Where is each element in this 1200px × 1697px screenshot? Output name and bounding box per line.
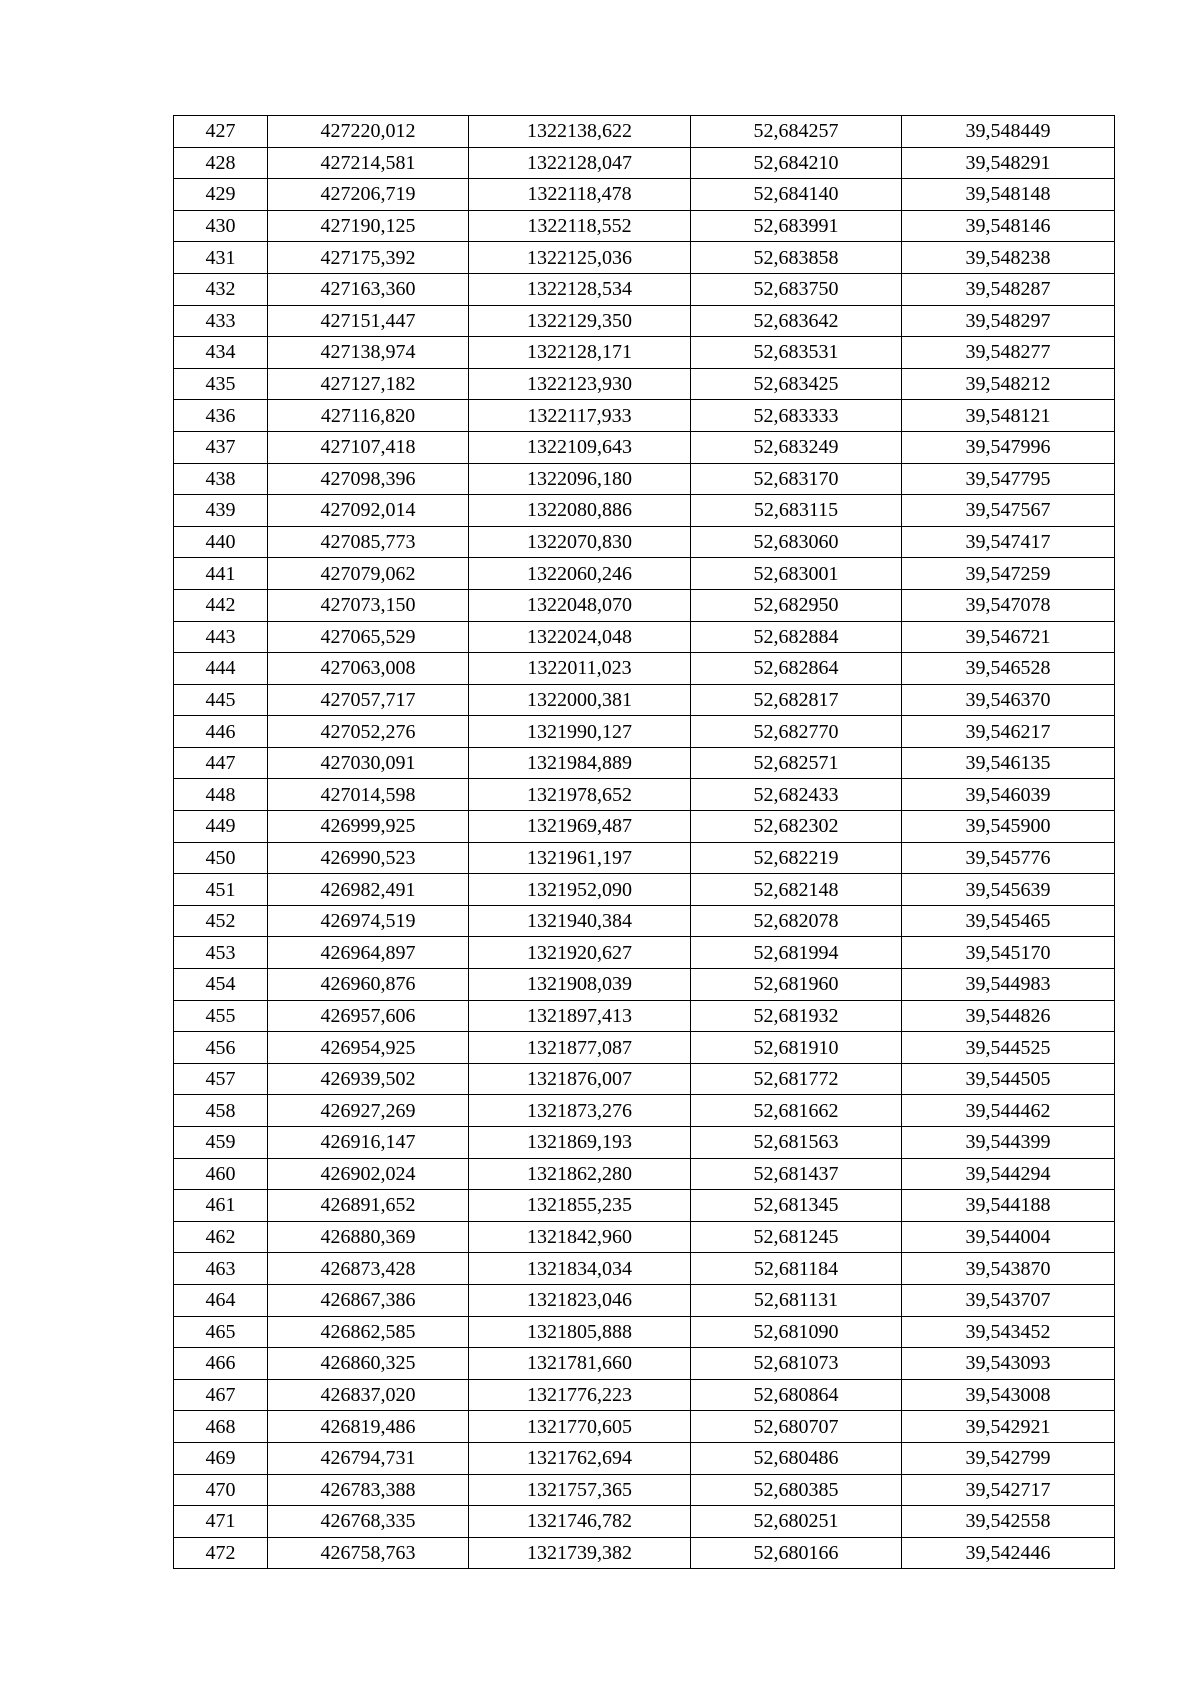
y-coordinate-cell: 1321877,087 [469,1032,691,1064]
point-number-cell: 427 [174,116,268,148]
y-coordinate-cell: 1322118,552 [469,210,691,242]
table-row [174,653,1115,685]
latitude-cell: 52,682571 [691,747,902,779]
longitude-cell: 39,546135 [902,747,1115,779]
point-number-cell: 431 [174,242,268,274]
latitude-cell: 52,681772 [691,1063,902,1095]
latitude-cell: 52,682433 [691,779,902,811]
latitude-cell: 52,682148 [691,874,902,906]
y-coordinate-cell: 1321746,782 [469,1506,691,1538]
latitude-cell: 52,683170 [691,463,902,495]
latitude-cell: 52,683642 [691,305,902,337]
point-number-cell: 469 [174,1442,268,1474]
latitude-cell: 52,684257 [691,116,902,148]
point-number-cell: 458 [174,1095,268,1127]
latitude-cell: 52,684140 [691,179,902,211]
y-coordinate-cell: 1321842,960 [469,1221,691,1253]
longitude-cell: 39,545465 [902,905,1115,937]
table-row [174,589,1115,621]
y-coordinate-cell: 1322000,381 [469,684,691,716]
y-coordinate-cell: 1321990,127 [469,716,691,748]
table-row [174,1379,1115,1411]
point-number-cell: 450 [174,842,268,874]
table-row [174,558,1115,590]
point-number-cell: 452 [174,905,268,937]
y-coordinate-cell: 1322024,048 [469,621,691,653]
x-coordinate-cell: 426982,491 [268,874,469,906]
longitude-cell: 39,546039 [902,779,1115,811]
longitude-cell: 39,547417 [902,526,1115,558]
x-coordinate-cell: 426974,519 [268,905,469,937]
longitude-cell: 39,548212 [902,368,1115,400]
table-row [174,400,1115,432]
y-coordinate-cell: 1322060,246 [469,558,691,590]
latitude-cell: 52,684210 [691,147,902,179]
x-coordinate-cell: 427163,360 [268,273,469,305]
table-row [174,621,1115,653]
y-coordinate-cell: 1321969,487 [469,811,691,843]
y-coordinate-cell: 1321781,660 [469,1348,691,1380]
point-number-cell: 443 [174,621,268,653]
longitude-cell: 39,544983 [902,969,1115,1001]
x-coordinate-cell: 426954,925 [268,1032,469,1064]
table-row [174,779,1115,811]
longitude-cell: 39,544004 [902,1221,1115,1253]
table-row [174,147,1115,179]
longitude-cell: 39,548146 [902,210,1115,242]
longitude-cell: 39,547996 [902,431,1115,463]
x-coordinate-cell: 427151,447 [268,305,469,337]
point-number-cell: 446 [174,716,268,748]
longitude-cell: 39,548277 [902,337,1115,369]
table-row [174,368,1115,400]
x-coordinate-cell: 427214,581 [268,147,469,179]
longitude-cell: 39,544525 [902,1032,1115,1064]
latitude-cell: 52,682950 [691,589,902,621]
point-number-cell: 455 [174,1000,268,1032]
point-number-cell: 445 [174,684,268,716]
y-coordinate-cell: 1322080,886 [469,495,691,527]
latitude-cell: 52,682884 [691,621,902,653]
y-coordinate-cell: 1322138,622 [469,116,691,148]
x-coordinate-cell: 426819,486 [268,1411,469,1443]
latitude-cell: 52,681090 [691,1316,902,1348]
point-number-cell: 465 [174,1316,268,1348]
x-coordinate-cell: 427030,091 [268,747,469,779]
point-number-cell: 434 [174,337,268,369]
table-row [174,1095,1115,1127]
longitude-cell: 39,547795 [902,463,1115,495]
latitude-cell: 52,683001 [691,558,902,590]
x-coordinate-cell: 426758,763 [268,1537,469,1569]
x-coordinate-cell: 427206,719 [268,179,469,211]
y-coordinate-cell: 1321908,039 [469,969,691,1001]
x-coordinate-cell: 426860,325 [268,1348,469,1380]
latitude-cell: 52,681345 [691,1190,902,1222]
table-row [174,842,1115,874]
x-coordinate-cell: 426957,606 [268,1000,469,1032]
longitude-cell: 39,548297 [902,305,1115,337]
coordinate-table-body [174,116,1115,1569]
y-coordinate-cell: 1322125,036 [469,242,691,274]
table-row [174,1506,1115,1538]
x-coordinate-cell: 426990,523 [268,842,469,874]
y-coordinate-cell: 1321762,694 [469,1442,691,1474]
latitude-cell: 52,683333 [691,400,902,432]
longitude-cell: 39,547078 [902,589,1115,621]
table-row [174,1284,1115,1316]
table-row [174,1253,1115,1285]
y-coordinate-cell: 1321873,276 [469,1095,691,1127]
longitude-cell: 39,543452 [902,1316,1115,1348]
x-coordinate-cell: 426891,652 [268,1190,469,1222]
table-row [174,1442,1115,1474]
x-coordinate-cell: 426960,876 [268,969,469,1001]
point-number-cell: 437 [174,431,268,463]
latitude-cell: 52,683425 [691,368,902,400]
table-row [174,1316,1115,1348]
x-coordinate-cell: 427190,125 [268,210,469,242]
x-coordinate-cell: 427098,396 [268,463,469,495]
latitude-cell: 52,680486 [691,1442,902,1474]
y-coordinate-cell: 1321739,382 [469,1537,691,1569]
table-row [174,874,1115,906]
point-number-cell: 442 [174,589,268,621]
point-number-cell: 432 [174,273,268,305]
table-row [174,431,1115,463]
coordinate-table [173,115,1115,1569]
y-coordinate-cell: 1321940,384 [469,905,691,937]
point-number-cell: 470 [174,1474,268,1506]
longitude-cell: 39,548238 [902,242,1115,274]
table-row [174,305,1115,337]
table-row [174,969,1115,1001]
y-coordinate-cell: 1321897,413 [469,1000,691,1032]
x-coordinate-cell: 426916,147 [268,1127,469,1159]
latitude-cell: 52,683249 [691,431,902,463]
point-number-cell: 435 [174,368,268,400]
table-row [174,273,1115,305]
y-coordinate-cell: 1322011,023 [469,653,691,685]
latitude-cell: 52,682302 [691,811,902,843]
x-coordinate-cell: 427052,276 [268,716,469,748]
longitude-cell: 39,546528 [902,653,1115,685]
y-coordinate-cell: 1322129,350 [469,305,691,337]
latitude-cell: 52,681563 [691,1127,902,1159]
table-row [174,1190,1115,1222]
x-coordinate-cell: 427079,062 [268,558,469,590]
point-number-cell: 461 [174,1190,268,1222]
y-coordinate-cell: 1321823,046 [469,1284,691,1316]
latitude-cell: 52,681662 [691,1095,902,1127]
longitude-cell: 39,545639 [902,874,1115,906]
table-row [174,242,1115,274]
point-number-cell: 438 [174,463,268,495]
table-row [174,1221,1115,1253]
longitude-cell: 39,542558 [902,1506,1115,1538]
point-number-cell: 448 [174,779,268,811]
longitude-cell: 39,544399 [902,1127,1115,1159]
latitude-cell: 52,680251 [691,1506,902,1538]
table-row [174,1474,1115,1506]
point-number-cell: 468 [174,1411,268,1443]
x-coordinate-cell: 426880,369 [268,1221,469,1253]
y-coordinate-cell: 1321869,193 [469,1127,691,1159]
longitude-cell: 39,543870 [902,1253,1115,1285]
table-row [174,337,1115,369]
latitude-cell: 52,682864 [691,653,902,685]
x-coordinate-cell: 427085,773 [268,526,469,558]
x-coordinate-cell: 427065,529 [268,621,469,653]
table-row [174,716,1115,748]
point-number-cell: 428 [174,147,268,179]
longitude-cell: 39,544462 [902,1095,1115,1127]
longitude-cell: 39,543008 [902,1379,1115,1411]
x-coordinate-cell: 427127,182 [268,368,469,400]
table-row [174,1000,1115,1032]
x-coordinate-cell: 427092,014 [268,495,469,527]
point-number-cell: 433 [174,305,268,337]
longitude-cell: 39,548148 [902,179,1115,211]
longitude-cell: 39,548449 [902,116,1115,148]
y-coordinate-cell: 1322070,830 [469,526,691,558]
table-row [174,811,1115,843]
latitude-cell: 52,680166 [691,1537,902,1569]
longitude-cell: 39,545170 [902,937,1115,969]
y-coordinate-cell: 1322123,930 [469,368,691,400]
latitude-cell: 52,683115 [691,495,902,527]
longitude-cell: 39,542717 [902,1474,1115,1506]
point-number-cell: 467 [174,1379,268,1411]
latitude-cell: 52,681131 [691,1284,902,1316]
table-row [174,937,1115,969]
table-row [174,210,1115,242]
latitude-cell: 52,681184 [691,1253,902,1285]
table-row [174,1032,1115,1064]
point-number-cell: 462 [174,1221,268,1253]
y-coordinate-cell: 1321978,652 [469,779,691,811]
table-row [174,495,1115,527]
point-number-cell: 444 [174,653,268,685]
y-coordinate-cell: 1321770,605 [469,1411,691,1443]
x-coordinate-cell: 426768,335 [268,1506,469,1538]
y-coordinate-cell: 1321776,223 [469,1379,691,1411]
latitude-cell: 52,680864 [691,1379,902,1411]
longitude-cell: 39,548121 [902,400,1115,432]
longitude-cell: 39,545776 [902,842,1115,874]
latitude-cell: 52,682770 [691,716,902,748]
coordinate-table-page [173,115,1114,1569]
x-coordinate-cell: 426999,925 [268,811,469,843]
longitude-cell: 39,548287 [902,273,1115,305]
table-row [174,1158,1115,1190]
table-row [174,684,1115,716]
longitude-cell: 39,542446 [902,1537,1115,1569]
x-coordinate-cell: 427057,717 [268,684,469,716]
longitude-cell: 39,548291 [902,147,1115,179]
x-coordinate-cell: 427014,598 [268,779,469,811]
y-coordinate-cell: 1321862,280 [469,1158,691,1190]
point-number-cell: 457 [174,1063,268,1095]
point-number-cell: 447 [174,747,268,779]
longitude-cell: 39,546721 [902,621,1115,653]
y-coordinate-cell: 1322048,070 [469,589,691,621]
table-row [174,463,1115,495]
longitude-cell: 39,546370 [902,684,1115,716]
x-coordinate-cell: 427138,974 [268,337,469,369]
y-coordinate-cell: 1322096,180 [469,463,691,495]
x-coordinate-cell: 426927,269 [268,1095,469,1127]
table-row [174,1537,1115,1569]
latitude-cell: 52,682078 [691,905,902,937]
point-number-cell: 459 [174,1127,268,1159]
point-number-cell: 463 [174,1253,268,1285]
longitude-cell: 39,546217 [902,716,1115,748]
longitude-cell: 39,544188 [902,1190,1115,1222]
longitude-cell: 39,545900 [902,811,1115,843]
longitude-cell: 39,543707 [902,1284,1115,1316]
y-coordinate-cell: 1321757,365 [469,1474,691,1506]
y-coordinate-cell: 1322128,534 [469,273,691,305]
y-coordinate-cell: 1322128,171 [469,337,691,369]
latitude-cell: 52,683060 [691,526,902,558]
y-coordinate-cell: 1321920,627 [469,937,691,969]
point-number-cell: 436 [174,400,268,432]
y-coordinate-cell: 1322128,047 [469,147,691,179]
point-number-cell: 429 [174,179,268,211]
x-coordinate-cell: 427175,392 [268,242,469,274]
point-number-cell: 441 [174,558,268,590]
latitude-cell: 52,680385 [691,1474,902,1506]
longitude-cell: 39,544505 [902,1063,1115,1095]
y-coordinate-cell: 1322118,478 [469,179,691,211]
latitude-cell: 52,680707 [691,1411,902,1443]
x-coordinate-cell: 427063,008 [268,653,469,685]
point-number-cell: 472 [174,1537,268,1569]
point-number-cell: 456 [174,1032,268,1064]
latitude-cell: 52,681073 [691,1348,902,1380]
x-coordinate-cell: 427107,418 [268,431,469,463]
x-coordinate-cell: 426783,388 [268,1474,469,1506]
y-coordinate-cell: 1321952,090 [469,874,691,906]
latitude-cell: 52,681910 [691,1032,902,1064]
point-number-cell: 453 [174,937,268,969]
x-coordinate-cell: 426837,020 [268,1379,469,1411]
latitude-cell: 52,681437 [691,1158,902,1190]
y-coordinate-cell: 1322109,643 [469,431,691,463]
x-coordinate-cell: 427220,012 [268,116,469,148]
point-number-cell: 451 [174,874,268,906]
point-number-cell: 440 [174,526,268,558]
y-coordinate-cell: 1321855,235 [469,1190,691,1222]
table-row [174,1063,1115,1095]
y-coordinate-cell: 1321834,034 [469,1253,691,1285]
latitude-cell: 52,682219 [691,842,902,874]
x-coordinate-cell: 426939,502 [268,1063,469,1095]
x-coordinate-cell: 427073,150 [268,589,469,621]
point-number-cell: 449 [174,811,268,843]
latitude-cell: 52,683750 [691,273,902,305]
latitude-cell: 52,683991 [691,210,902,242]
x-coordinate-cell: 427116,820 [268,400,469,432]
longitude-cell: 39,547259 [902,558,1115,590]
table-row [174,905,1115,937]
y-coordinate-cell: 1322117,933 [469,400,691,432]
x-coordinate-cell: 426862,585 [268,1316,469,1348]
latitude-cell: 52,681245 [691,1221,902,1253]
point-number-cell: 464 [174,1284,268,1316]
y-coordinate-cell: 1321984,889 [469,747,691,779]
y-coordinate-cell: 1321805,888 [469,1316,691,1348]
table-row [174,747,1115,779]
latitude-cell: 52,683531 [691,337,902,369]
x-coordinate-cell: 426902,024 [268,1158,469,1190]
latitude-cell: 52,681994 [691,937,902,969]
table-row [174,526,1115,558]
table-row [174,1411,1115,1443]
latitude-cell: 52,682817 [691,684,902,716]
longitude-cell: 39,542921 [902,1411,1115,1443]
table-row [174,1127,1115,1159]
latitude-cell: 52,681960 [691,969,902,1001]
longitude-cell: 39,542799 [902,1442,1115,1474]
point-number-cell: 454 [174,969,268,1001]
longitude-cell: 39,544826 [902,1000,1115,1032]
x-coordinate-cell: 426794,731 [268,1442,469,1474]
point-number-cell: 439 [174,495,268,527]
latitude-cell: 52,683858 [691,242,902,274]
y-coordinate-cell: 1321876,007 [469,1063,691,1095]
x-coordinate-cell: 426867,386 [268,1284,469,1316]
point-number-cell: 466 [174,1348,268,1380]
y-coordinate-cell: 1321961,197 [469,842,691,874]
table-row [174,1348,1115,1380]
x-coordinate-cell: 426873,428 [268,1253,469,1285]
x-coordinate-cell: 426964,897 [268,937,469,969]
longitude-cell: 39,547567 [902,495,1115,527]
point-number-cell: 430 [174,210,268,242]
point-number-cell: 460 [174,1158,268,1190]
table-row [174,116,1115,148]
table-row [174,179,1115,211]
longitude-cell: 39,543093 [902,1348,1115,1380]
longitude-cell: 39,544294 [902,1158,1115,1190]
latitude-cell: 52,681932 [691,1000,902,1032]
point-number-cell: 471 [174,1506,268,1538]
